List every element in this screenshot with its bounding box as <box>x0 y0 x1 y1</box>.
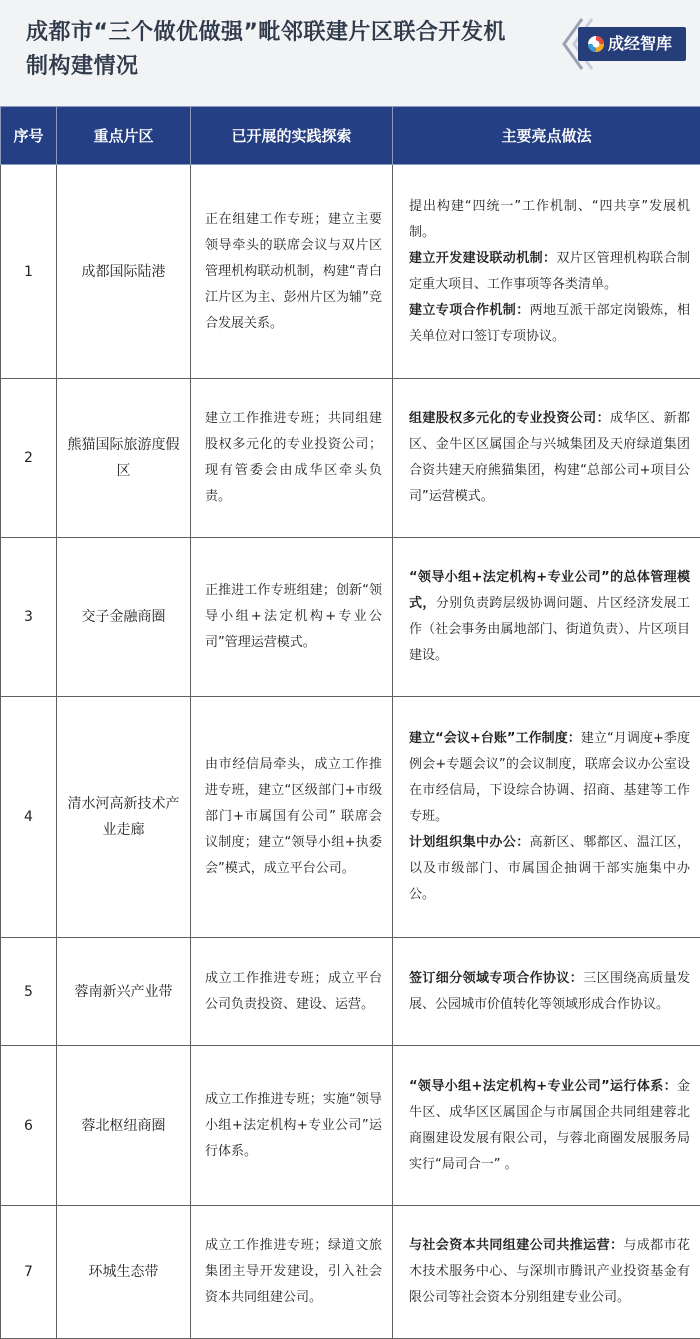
brand-name: 成经智库 <box>608 34 672 54</box>
row-practice: 由市经信局牵头，成立工作推进专班，建立“区级部门+市级部门+市属国有公司” 联席会议制度；建立“领导小组+执委会”模式，成立平台公司。 <box>191 697 393 938</box>
col-header-practice: 已开展的实践探索 <box>191 107 393 165</box>
highlight-item: 计划组织集中办公：高新区、郫都区、温江区，以及市级部门、市属国企抽调干部实施集中办公。 <box>409 830 690 908</box>
row-highlights <box>393 1206 700 1339</box>
highlight-item: 与社会资本共同组建公司共推运营：与成都市花木技术服务中心、与深圳市腾讯产业投资基金有限公司等社会资本分别组建专业公司。 <box>409 1233 690 1311</box>
highlight-item: 建立开发建设联动机制：双片区管理机构联合制定重大项目、工作事项等各类清单。 <box>409 246 690 298</box>
table-row <box>1 938 700 1046</box>
row-zone: 成都国际陆港 <box>57 165 191 379</box>
highlight-item: 组建股权多元化的专业投资公司：成华区、新都区、金牛区区属国企与兴城集团及天府绿道集团合资共建天府熊猫集团，构建“总部公司+项目公司”运营模式。 <box>409 406 690 510</box>
page-header <box>0 0 700 106</box>
col-header-num: 序号 <box>1 107 57 165</box>
row-practice: 成立工作推进专班；绿道文旅集团主导开发建设，引入社会资本共同组建公司。 <box>191 1206 393 1339</box>
highlight-item: “领导小组+法定机构+专业公司”的总体管理模式，分别负责跨层级协调问题、片区经济发展工作（社会事务由属地部门、街道负责）、片区项目建设。 <box>409 565 690 669</box>
row-zone: 熊猫国际旅游度假区 <box>57 379 191 538</box>
table-row <box>1 538 700 697</box>
highlight-item: 签订细分领域专项合作协议：三区围绕高质量发展、公园城市价值转化等领域形成合作协议。 <box>409 966 690 1018</box>
highlight-item: 建立专项合作机制：两地互派干部定岗锻炼，相关单位对口签订专项协议。 <box>409 298 690 350</box>
col-header-zone: 重点片区 <box>57 107 191 165</box>
table-row <box>1 1206 700 1339</box>
table-row <box>1 697 700 938</box>
table-row <box>1 165 700 379</box>
row-practice: 建立工作推进专班；共同组建股权多元化的专业投资公司；现有管委会由成华区牵头负责。 <box>191 379 393 538</box>
row-practice: 成立工作推进专班；实施“领导小组+法定机构+专业公司”运行体系。 <box>191 1046 393 1206</box>
row-highlights <box>393 165 700 379</box>
row-highlights <box>393 379 700 538</box>
page-title: 成都市“三个做优做强”毗邻联建片区联合开发机制构建情况 <box>26 16 526 84</box>
row-zone: 环城生态带 <box>57 1206 191 1339</box>
row-zone: 清水河高新技术产业走廊 <box>57 697 191 938</box>
highlight-item: “领导小组+法定机构+专业公司”运行体系：金牛区、成华区区属国企与市属国企共同组建蓉北商圈建设发展有限公司，与蓉北商圈发展服务局实行“局司合一” 。 <box>409 1074 690 1178</box>
data-table <box>0 106 700 1339</box>
row-zone: 蓉南新兴产业带 <box>57 938 191 1046</box>
brand-logo-icon <box>587 35 605 53</box>
row-zone: 交子金融商圈 <box>57 538 191 697</box>
col-header-highlights: 主要亮点做法 <box>393 107 700 165</box>
row-num: 1 <box>1 165 57 379</box>
row-num: 3 <box>1 538 57 697</box>
highlight-item: 建立“会议+台账”工作制度：建立“月调度+季度例会+专题会议”的会议制度，联席会议办公室设在市经信局，下设综合协调、招商、基建等工作专班。 <box>409 726 690 830</box>
table-row <box>1 379 700 538</box>
row-highlights <box>393 1046 700 1206</box>
row-num: 5 <box>1 938 57 1046</box>
table-header-row <box>1 107 700 165</box>
row-num: 6 <box>1 1046 57 1206</box>
row-num: 2 <box>1 379 57 538</box>
row-practice: 成立工作推进专班；成立平台公司负责投资、建设、运营。 <box>191 938 393 1046</box>
row-highlights <box>393 538 700 697</box>
table-row <box>1 1046 700 1206</box>
row-practice: 正在组建工作专班；建立主要领导牵头的联席会议与双片区管理机构联动机制，构建“青白江片区为主、彭州片区为辅”竞合发展关系。 <box>191 165 393 379</box>
row-zone: 蓉北枢纽商圈 <box>57 1046 191 1206</box>
brand-badge <box>560 17 688 71</box>
row-practice: 正推进工作专班组建；创新“领导小组+法定机构+专业公司”管理运营模式。 <box>191 538 393 697</box>
row-highlights <box>393 938 700 1046</box>
row-highlights <box>393 697 700 938</box>
highlight-item: 提出构建“四统一”工作机制、“四共享”发展机制。 <box>409 194 690 246</box>
row-num: 7 <box>1 1206 57 1339</box>
row-num: 4 <box>1 697 57 938</box>
